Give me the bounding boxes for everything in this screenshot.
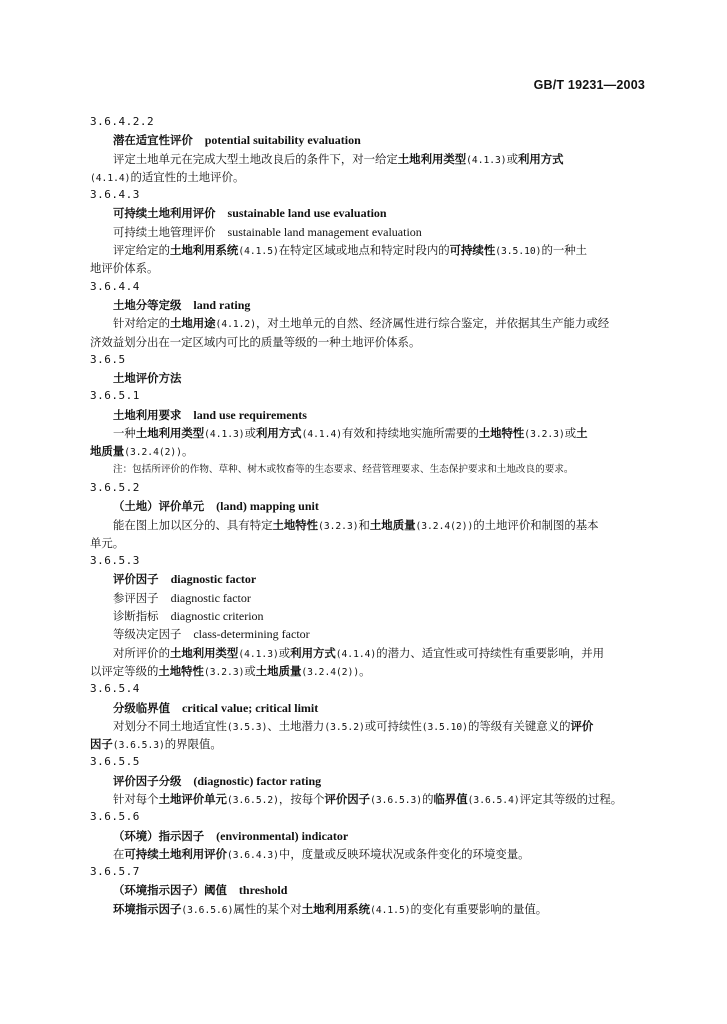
text-run: 3.6.4.3 [90, 188, 140, 202]
definition-line [90, 442, 652, 460]
text-run: 注：包括所评价的作物、草种、树木或牧畜等的生态要求、经营管理要求、生态保护要求和土地改良的要求。 [113, 463, 574, 475]
text-run: 等级决定因子 [113, 627, 182, 642]
document-body [90, 113, 652, 918]
clause-reference: (4.1.4) [335, 648, 377, 660]
text-run: 单元。 [90, 535, 125, 550]
text-run: 诊断指标 [113, 609, 159, 624]
clause-number [90, 808, 652, 826]
term-heading [90, 497, 652, 515]
term-heading [90, 296, 652, 314]
synonym-line [90, 223, 652, 241]
cross-referenced-term: 可持续土地利用评价 [124, 846, 227, 861]
text-run: 一种 [113, 426, 136, 441]
text-run: （环境）指示因子 [113, 828, 205, 843]
english-term: (diagnostic) factor rating [193, 773, 322, 788]
cross-referenced-term: 土地特性 [158, 663, 204, 678]
clause-reference: (3.6.5.6) [181, 904, 234, 916]
clause-reference: (3.2.4(2)) [301, 666, 360, 678]
cross-referenced-term: 土地利用类型 [135, 426, 205, 441]
clause-reference: (4.1.3) [238, 648, 279, 660]
cross-referenced-term: 土地评价单元 [158, 791, 227, 806]
standard-number-header: GB/T 19231—2003 [533, 78, 645, 92]
clause-reference: (3.2.4(2)) [415, 520, 474, 532]
clause-number [90, 387, 652, 405]
english-term: potential suitability evaluation [204, 133, 361, 148]
cross-referenced-term: 评价因子 [324, 791, 371, 806]
definition-line [90, 168, 652, 186]
text-run: 评价因子分级 [113, 773, 182, 788]
definition-line [90, 314, 652, 332]
cross-referenced-term: 土地利用类型 [169, 645, 239, 660]
english-term: land rating [193, 297, 251, 312]
text-run: 3.6.5.7 [90, 865, 140, 879]
english-term: (environmental) indicator [216, 828, 349, 843]
definition-line [90, 662, 652, 680]
clause-reference: (4.1.2) [215, 319, 256, 331]
synonym-line [90, 589, 652, 607]
clause-reference: (3.5.10) [495, 246, 542, 258]
text-run: 评价因子 [113, 572, 159, 587]
cross-referenced-term: 土 [576, 426, 588, 441]
text-run: 能在图上加以区分的、具有特定 [113, 517, 273, 532]
term-heading [90, 204, 652, 222]
text-run: 对划分不同土地适宜性 [113, 718, 227, 733]
cross-referenced-term: 评价 [570, 718, 594, 733]
text-run: 可持续土地利用评价 [113, 206, 216, 221]
cross-referenced-term: 土地特性 [272, 517, 319, 532]
definition-line [90, 845, 652, 863]
text-run: 评定给定的 [113, 243, 170, 258]
text-run: 土地利用要求 [113, 407, 182, 422]
english-term: critical value; critical limit [181, 700, 319, 715]
definition-line [90, 534, 652, 552]
definition-line [90, 735, 652, 753]
text-run: 对所评价的 [113, 645, 170, 660]
text-run: 3.6.5.3 [90, 554, 140, 568]
english-term: diagnostic criterion [170, 609, 264, 624]
definition-line [90, 333, 652, 351]
cross-referenced-term: 土地利用系统 [169, 243, 239, 258]
text-run: 。 [181, 444, 194, 459]
term-heading [90, 881, 652, 899]
text-run: 可持续土地管理评价 [113, 224, 216, 239]
english-term: class-determining factor [193, 627, 310, 642]
clause-reference: (3.6.5.3) [112, 740, 165, 752]
definition-line [90, 900, 652, 918]
term-heading [90, 131, 652, 149]
text-run: 参评因子 [113, 590, 159, 605]
clause-number [90, 863, 652, 881]
clause-number [90, 753, 652, 771]
clause-reference: (4.1.4) [301, 429, 343, 441]
cross-referenced-term: 利用方式 [517, 151, 564, 166]
clause-number [90, 113, 652, 131]
definition-line [90, 150, 652, 168]
text-run: 属性的某个对 [233, 901, 302, 916]
text-run: 。 [359, 663, 371, 678]
text-run: 或 [244, 663, 256, 678]
text-run: 的界限值。 [164, 737, 222, 752]
text-run: 针对给定的 [113, 316, 170, 331]
text-run: 3.6.5.2 [90, 480, 140, 494]
cross-referenced-term: 地质量 [90, 444, 125, 459]
cross-referenced-term: 利用方式 [290, 645, 336, 660]
cross-referenced-term: 土地用途 [169, 316, 216, 331]
term-heading [90, 369, 652, 387]
text-run: 有效和持续地实施所需要的 [342, 426, 479, 441]
text-run: 的潜力、适宜性或可持续性有重要影响，并用 [376, 645, 605, 660]
cross-referenced-term: 土地质量 [369, 517, 416, 532]
definition-line [90, 717, 652, 735]
text-run: （土地）评价单元 [113, 499, 205, 514]
clause-number [90, 278, 652, 296]
text-run: （环境指示因子）阈值 [113, 883, 227, 898]
definition-line [90, 516, 652, 534]
text-run: 或可持续性 [364, 718, 422, 733]
clause-reference: (4.1.3) [466, 154, 507, 166]
definition-line [90, 790, 652, 808]
cross-referenced-term: 土地特性 [478, 426, 525, 441]
text-run: 的适宜性的土地评价。 [130, 169, 245, 184]
text-run: 中，度量或反映环境状况或条件变化的环境变量。 [278, 846, 530, 861]
clause-reference: (3.5.10) [421, 721, 468, 733]
clause-reference: (3.5.3) [226, 721, 268, 733]
definition-line [90, 259, 652, 277]
text-run: 的土地评价和制图的基本 [473, 517, 599, 532]
text-run: 3.6.5.5 [90, 755, 140, 769]
text-run: ，对土地单元的自然、经济属性进行综合鉴定，并依据其生产能力或经 [255, 316, 610, 331]
english-term: sustainable land management evaluation [227, 224, 422, 239]
note-line [90, 461, 652, 479]
clause-number [90, 479, 652, 497]
clause-reference: (3.2.3) [318, 520, 359, 532]
cross-referenced-term: 环境指示因子 [113, 901, 182, 916]
term-heading [90, 827, 652, 845]
text-run: 济效益划分出在一定区域内可比的质量等级的一种土地评价体系。 [90, 334, 421, 349]
english-term: diagnostic factor [170, 590, 251, 605]
term-heading [90, 699, 652, 717]
text-run: 潜在适宜性评价 [113, 133, 193, 148]
cross-referenced-term: 因子 [90, 737, 113, 752]
text-run: 和 [358, 517, 370, 532]
text-run: 3.6.5.6 [90, 810, 140, 824]
clause-number [90, 680, 652, 698]
definition-line [90, 241, 652, 259]
text-run: 3.6.5.1 [90, 389, 140, 403]
text-run: 的一种土 [541, 243, 588, 258]
clause-reference: (3.2.4(2)) [124, 447, 182, 459]
clause-number [90, 351, 652, 369]
text-run: 土地评价方法 [113, 371, 182, 386]
clause-reference: (3.2.3) [524, 429, 565, 441]
term-heading [90, 406, 652, 424]
clause-reference: (3.6.5.3) [370, 794, 423, 806]
text-run: 评定其等级的过程。 [519, 791, 623, 806]
clause-reference: (3.6.5.2) [226, 794, 279, 806]
english-term: sustainable land use evaluation [227, 206, 387, 221]
clause-reference: (4.1.5) [238, 246, 279, 258]
text-run: 3.6.4.2.2 [90, 115, 155, 128]
english-term: diagnostic factor [170, 572, 257, 587]
text-run: 的变化有重要影响的量值。 [410, 901, 548, 916]
text-run: 或 [506, 151, 518, 166]
cross-referenced-term: 土地利用系统 [301, 901, 371, 916]
clause-reference: (4.1.3) [204, 429, 245, 441]
synonym-line [90, 625, 652, 643]
text-run: 地评价体系。 [90, 261, 159, 276]
text-run: 的等级有关键意义的 [467, 718, 571, 733]
text-run: 或 [244, 426, 256, 441]
clause-reference: (4.1.4) [90, 172, 131, 184]
term-heading [90, 570, 652, 588]
english-term: (land) mapping unit [216, 499, 319, 514]
text-run: 3.6.4.4 [90, 279, 140, 293]
cross-referenced-term: 利用方式 [256, 426, 302, 441]
text-run: 的 [422, 791, 434, 806]
text-run: ，按每个 [278, 791, 325, 806]
cross-referenced-term: 土地利用类型 [397, 151, 467, 166]
clause-number [90, 186, 652, 204]
text-run: 分级临界值 [113, 700, 170, 715]
clause-reference: (3.6.4.3) [226, 849, 279, 861]
definition-line [90, 644, 652, 662]
synonym-line [90, 607, 652, 625]
cross-referenced-term: 土地质量 [255, 663, 302, 678]
text-run: 或 [564, 426, 577, 441]
english-term: threshold [238, 883, 288, 898]
text-run: 在特定区域或地点和特定时段内的 [278, 243, 450, 258]
text-run: 3.6.5.4 [90, 682, 140, 696]
english-term: land use requirements [193, 407, 307, 422]
text-run: 3.6.5 [90, 352, 126, 366]
text-run: 在 [113, 846, 125, 861]
text-run: 、土地潜力 [267, 718, 325, 733]
cross-referenced-term: 可持续性 [449, 243, 496, 258]
cross-referenced-term: 临界值 [433, 791, 468, 806]
text-run: 以评定等级的 [90, 663, 159, 678]
clause-reference: (3.5.2) [324, 721, 365, 733]
clause-reference: (3.6.5.4) [467, 794, 520, 806]
text-run: 评定土地单元在完成大型土地改良后的条件下，对一给定 [113, 151, 398, 166]
definition-line [90, 424, 652, 442]
text-run: 土地分等定级 [113, 297, 182, 312]
text-run: 针对每个 [113, 791, 159, 806]
clause-number [90, 552, 652, 570]
clause-reference: (3.2.3) [203, 666, 245, 678]
text-run: 或 [278, 645, 291, 660]
clause-reference: (4.1.5) [370, 904, 411, 916]
term-heading [90, 772, 652, 790]
